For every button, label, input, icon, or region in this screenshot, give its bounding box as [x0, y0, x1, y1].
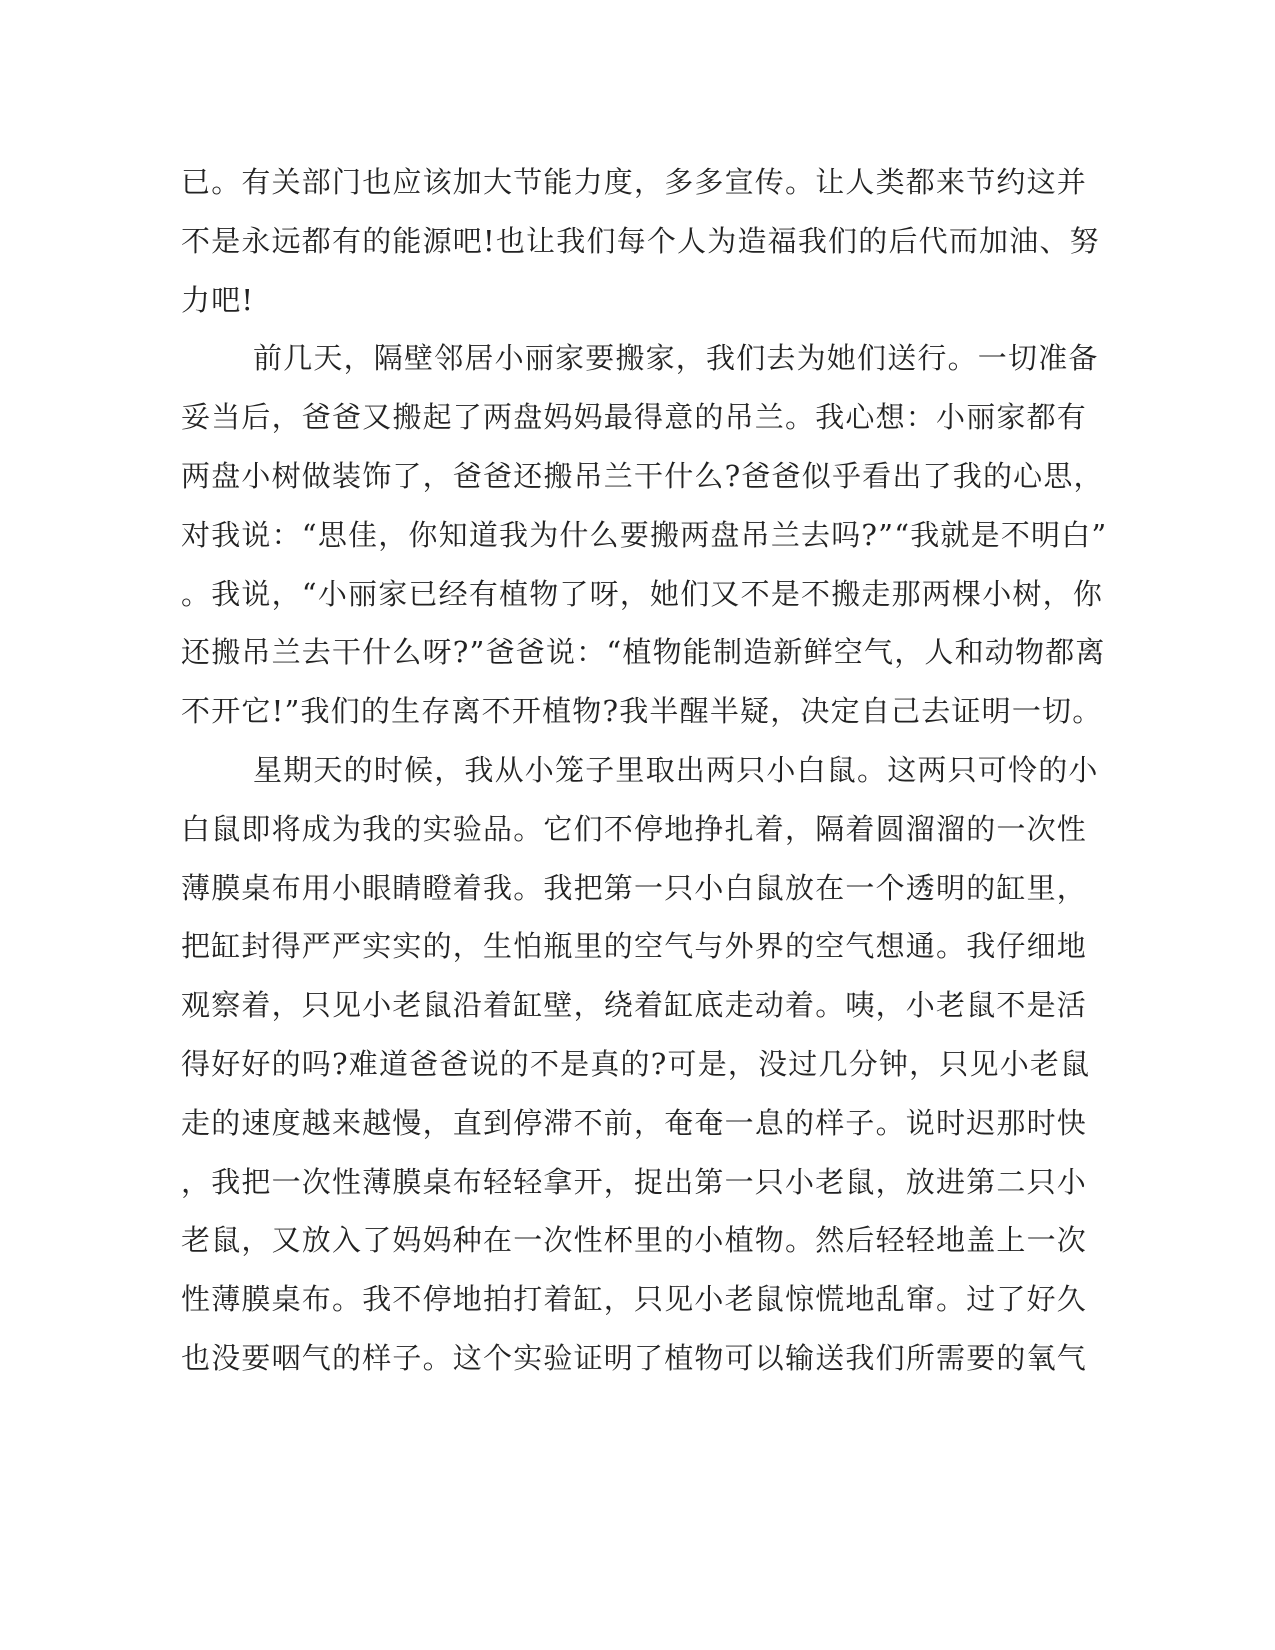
text-line: 白鼠即将成为我的实验品。它们不停地挣扎着，隔着圆溜溜的一次性 — [181, 812, 1088, 846]
text-line: 不开它!”我们的生存离不开植物?我半醒半疑，决定自己去证明一切。 — [181, 694, 1103, 728]
text-line: 。我说，“小丽家已经有植物了呀，她们又不是不搬走那两棵小树，你 — [181, 577, 1104, 611]
text-line: 老鼠，又放入了妈妈种在一次性杯里的小植物。然后轻轻地盖上一次 — [181, 1223, 1088, 1257]
text-line: 走的速度越来越慢，直到停滞不前，奄奄一息的样子。说时迟那时快 — [181, 1106, 1088, 1140]
text-line: ，我把一次性薄膜桌布轻轻拿开，捉出第一只小老鼠，放进第二只小 — [181, 1165, 1088, 1199]
text-line: 对我说：“思佳，你知道我为什么要搬两盘吊兰去吗?”“我就是不明白” — [181, 518, 1108, 552]
text-line: 已。有关部门也应该加大节能力度，多多宣传。让人类都来节约这并 — [181, 165, 1088, 199]
text-line: 力吧! — [181, 283, 255, 317]
text-line: 不是永远都有的能源吧!也让我们每个人为造福我们的后代而加油、努 — [181, 224, 1100, 258]
text-line: 把缸封得严严实实的，生怕瓶里的空气与外界的空气想通。我仔细地 — [181, 929, 1088, 963]
text-line: 也没要咽气的样子。这个实验证明了植物可以输送我们所需要的氧气 — [181, 1341, 1088, 1375]
text-line: 薄膜桌布用小眼睛瞪着我。我把第一只小白鼠放在一个透明的缸里， — [181, 871, 1088, 905]
text-line: 星期天的时候，我从小笼子里取出两只小白鼠。这两只可怜的小 — [253, 753, 1099, 787]
text-line: 两盘小树做装饰了，爸爸还搬吊兰干什么?爸爸似乎看出了我的心思， — [181, 459, 1104, 493]
text-line: 观察着，只见小老鼠沿着缸壁，绕着缸底走动着。咦，小老鼠不是活 — [181, 988, 1088, 1022]
text-line: 妥当后，爸爸又搬起了两盘妈妈最得意的吊兰。我心想：小丽家都有 — [181, 400, 1088, 434]
text-line: 得好好的吗?难道爸爸说的不是真的?可是，没过几分钟，只见小老鼠 — [181, 1047, 1091, 1081]
text-line: 前几天，隔壁邻居小丽家要搬家，我们去为她们送行。一切准备 — [253, 341, 1099, 375]
text-line: 还搬吊兰去干什么呀?”爸爸说：“植物能制造新鲜空气，人和动物都离 — [181, 635, 1106, 669]
text-line: 性薄膜桌布。我不停地拍打着缸，只见小老鼠惊慌地乱窜。过了好久 — [181, 1282, 1088, 1316]
